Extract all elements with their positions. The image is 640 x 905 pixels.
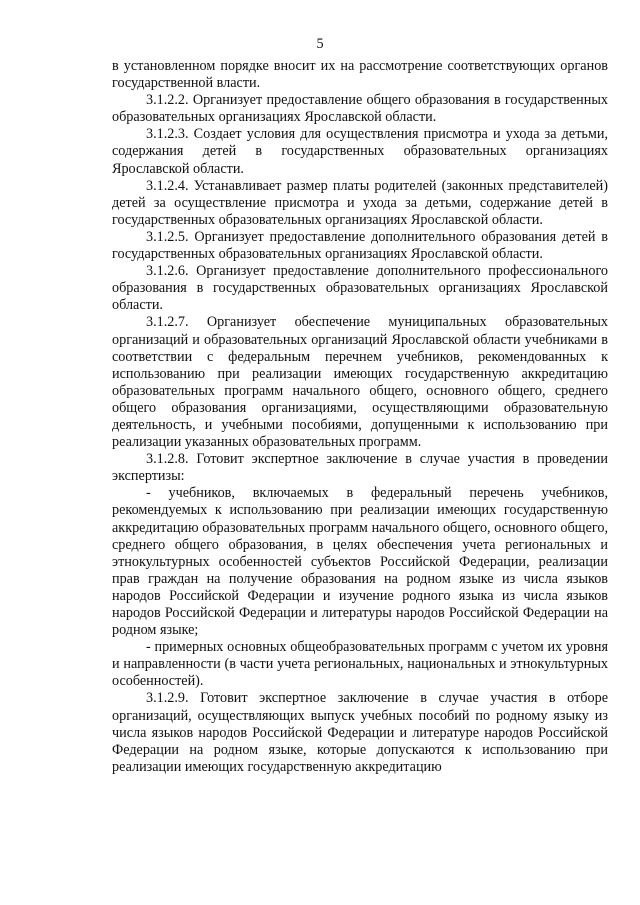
- paragraph: 3.1.2.3. Создает условия для осуществления присмотра и ухода за детьми, содержания детей в государственных образовательных организациях Ярославской области.: [112, 126, 608, 177]
- paragraph: 3.1.2.7. Организует обеспечение муниципальных образовательных организаций и образовательных организаций Ярославской области учебниками в соответствии с федеральным перечнем учебников, рекомендованных к использованию при реализации имеющих государственную аккредитацию образовательных программ начального общего, основного общего, среднего общего образования организациями, осуществляющими образовательную деятельность, и учебными пособиями, допущенными к использованию при реализации указанных образовательных программ.: [112, 314, 608, 451]
- document-body: [112, 58, 608, 776]
- paragraph: 3.1.2.4. Устанавливает размер платы родителей (законных представителей) детей за осуществление присмотра и ухода за детьми, содержание детей в государственных образовательных организациях Ярославской области.: [112, 177, 608, 228]
- list-item: - учебников, включаемых в федеральный перечень учебников, рекомендуемых к использованию при реализации имеющих государственную аккредитацию образовательных программ начального общего, основного общего, среднего общего образования, в целях обеспечения учета региональных и этнокультурных особенностей субъектов Российской Федерации, реализации прав граждан на получение образования на родном языке из числа языков народов Российской Федерации и изучение родного языка из числа языков народов Российской Федерации и литературы народов Российской Федерации на родном языке;: [112, 485, 608, 639]
- paragraph: в установленном порядке вносит их на рассмотрение соответствующих органов государственной власти.: [112, 58, 608, 92]
- paragraph: 3.1.2.2. Организует предоставление общего образования в государственных образовательных организациях Ярославской области.: [112, 92, 608, 126]
- paragraph: 3.1.2.9. Готовит экспертное заключение в случае участия в отборе организаций, осуществляющих выпуск учебных пособий по родному языку из числа языков народов Российской Федерации и литературе народов Российской Федерации на родном языке, которые допускаются к использованию при реализации имеющих государственную аккредитацию: [112, 690, 608, 775]
- paragraph: 3.1.2.5. Организует предоставление дополнительного образования детей в государственных образовательных организациях Ярославской области.: [112, 228, 608, 263]
- page-number: 5: [316, 36, 324, 52]
- list-item: - примерных основных общеобразовательных программ с учетом их уровня и направленности (в части учета региональных, национальных и этнокультурных особенностей).: [112, 639, 608, 690]
- paragraph: 3.1.2.8. Готовит экспертное заключение в случае участия в проведении экспертизы:: [112, 451, 608, 485]
- paragraph: 3.1.2.6. Организует предоставление дополнительного профессионального образования в государственных образовательных организациях Ярославской области.: [112, 263, 608, 314]
